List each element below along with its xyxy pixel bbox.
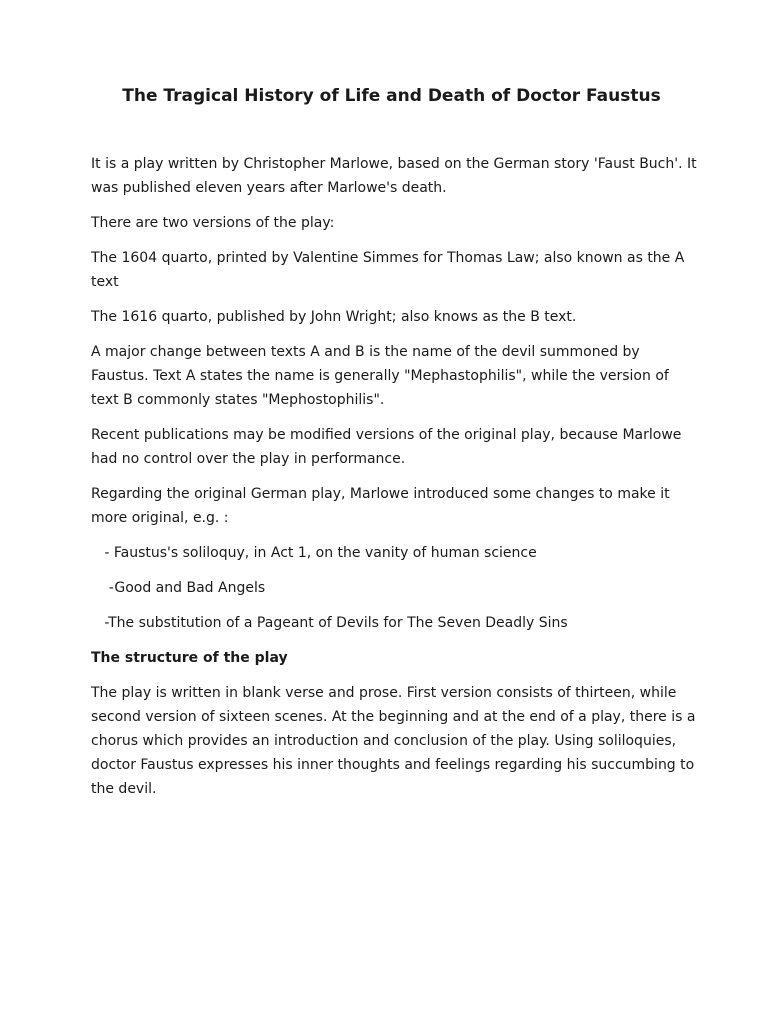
list-item: -The substitution of a Pageant of Devils for The Seven Deadly Sins (91, 615, 568, 631)
changes-paragraph: Regarding the original German play, Marlowe introduced some changes to make it more original, e.g. : (91, 486, 670, 526)
section-heading: The structure of the play (91, 650, 288, 666)
list-item: -Good and Bad Angels (91, 580, 266, 596)
b-text-paragraph: The 1616 quarto, published by John Wright; also knows as the B text. (91, 309, 577, 325)
intro-paragraph: It is a play written by Christopher Marlowe, based on the German story 'Faust Buch'. It was published eleven years after Marlowe's death. (91, 156, 697, 196)
list-item: - Faustus's soliloquy, in Act 1, on the vanity of human science (91, 545, 537, 561)
devil-name-paragraph: A major change between texts A and B is the name of the devil summoned by Faustus. Text A states the name is generally "Mephastophilis", while the version of text B commonly states "Mephostophilis". (91, 344, 669, 408)
a-text-paragraph: The 1604 quarto, printed by Valentine Simmes for Thomas Law; also known as the A text (91, 250, 685, 290)
publications-paragraph: Recent publications may be modified versions of the original play, because Marlowe had no control over the play in performance. (91, 427, 682, 467)
document-title: The Tragical History of Life and Death of Doctor Faustus (122, 86, 661, 106)
versions-paragraph: There are two versions of the play: (91, 215, 335, 231)
structure-paragraph: The play is written in blank verse and prose. First version consists of thirteen, while second version of sixteen scenes. At the beginning and at the end of a play, there is a chorus which provides an introduction and conclusion of the play. Using soliloquies, doctor Faustus expresses his inner thoughts and feelings regarding his succumbing to the devil. (91, 685, 696, 797)
